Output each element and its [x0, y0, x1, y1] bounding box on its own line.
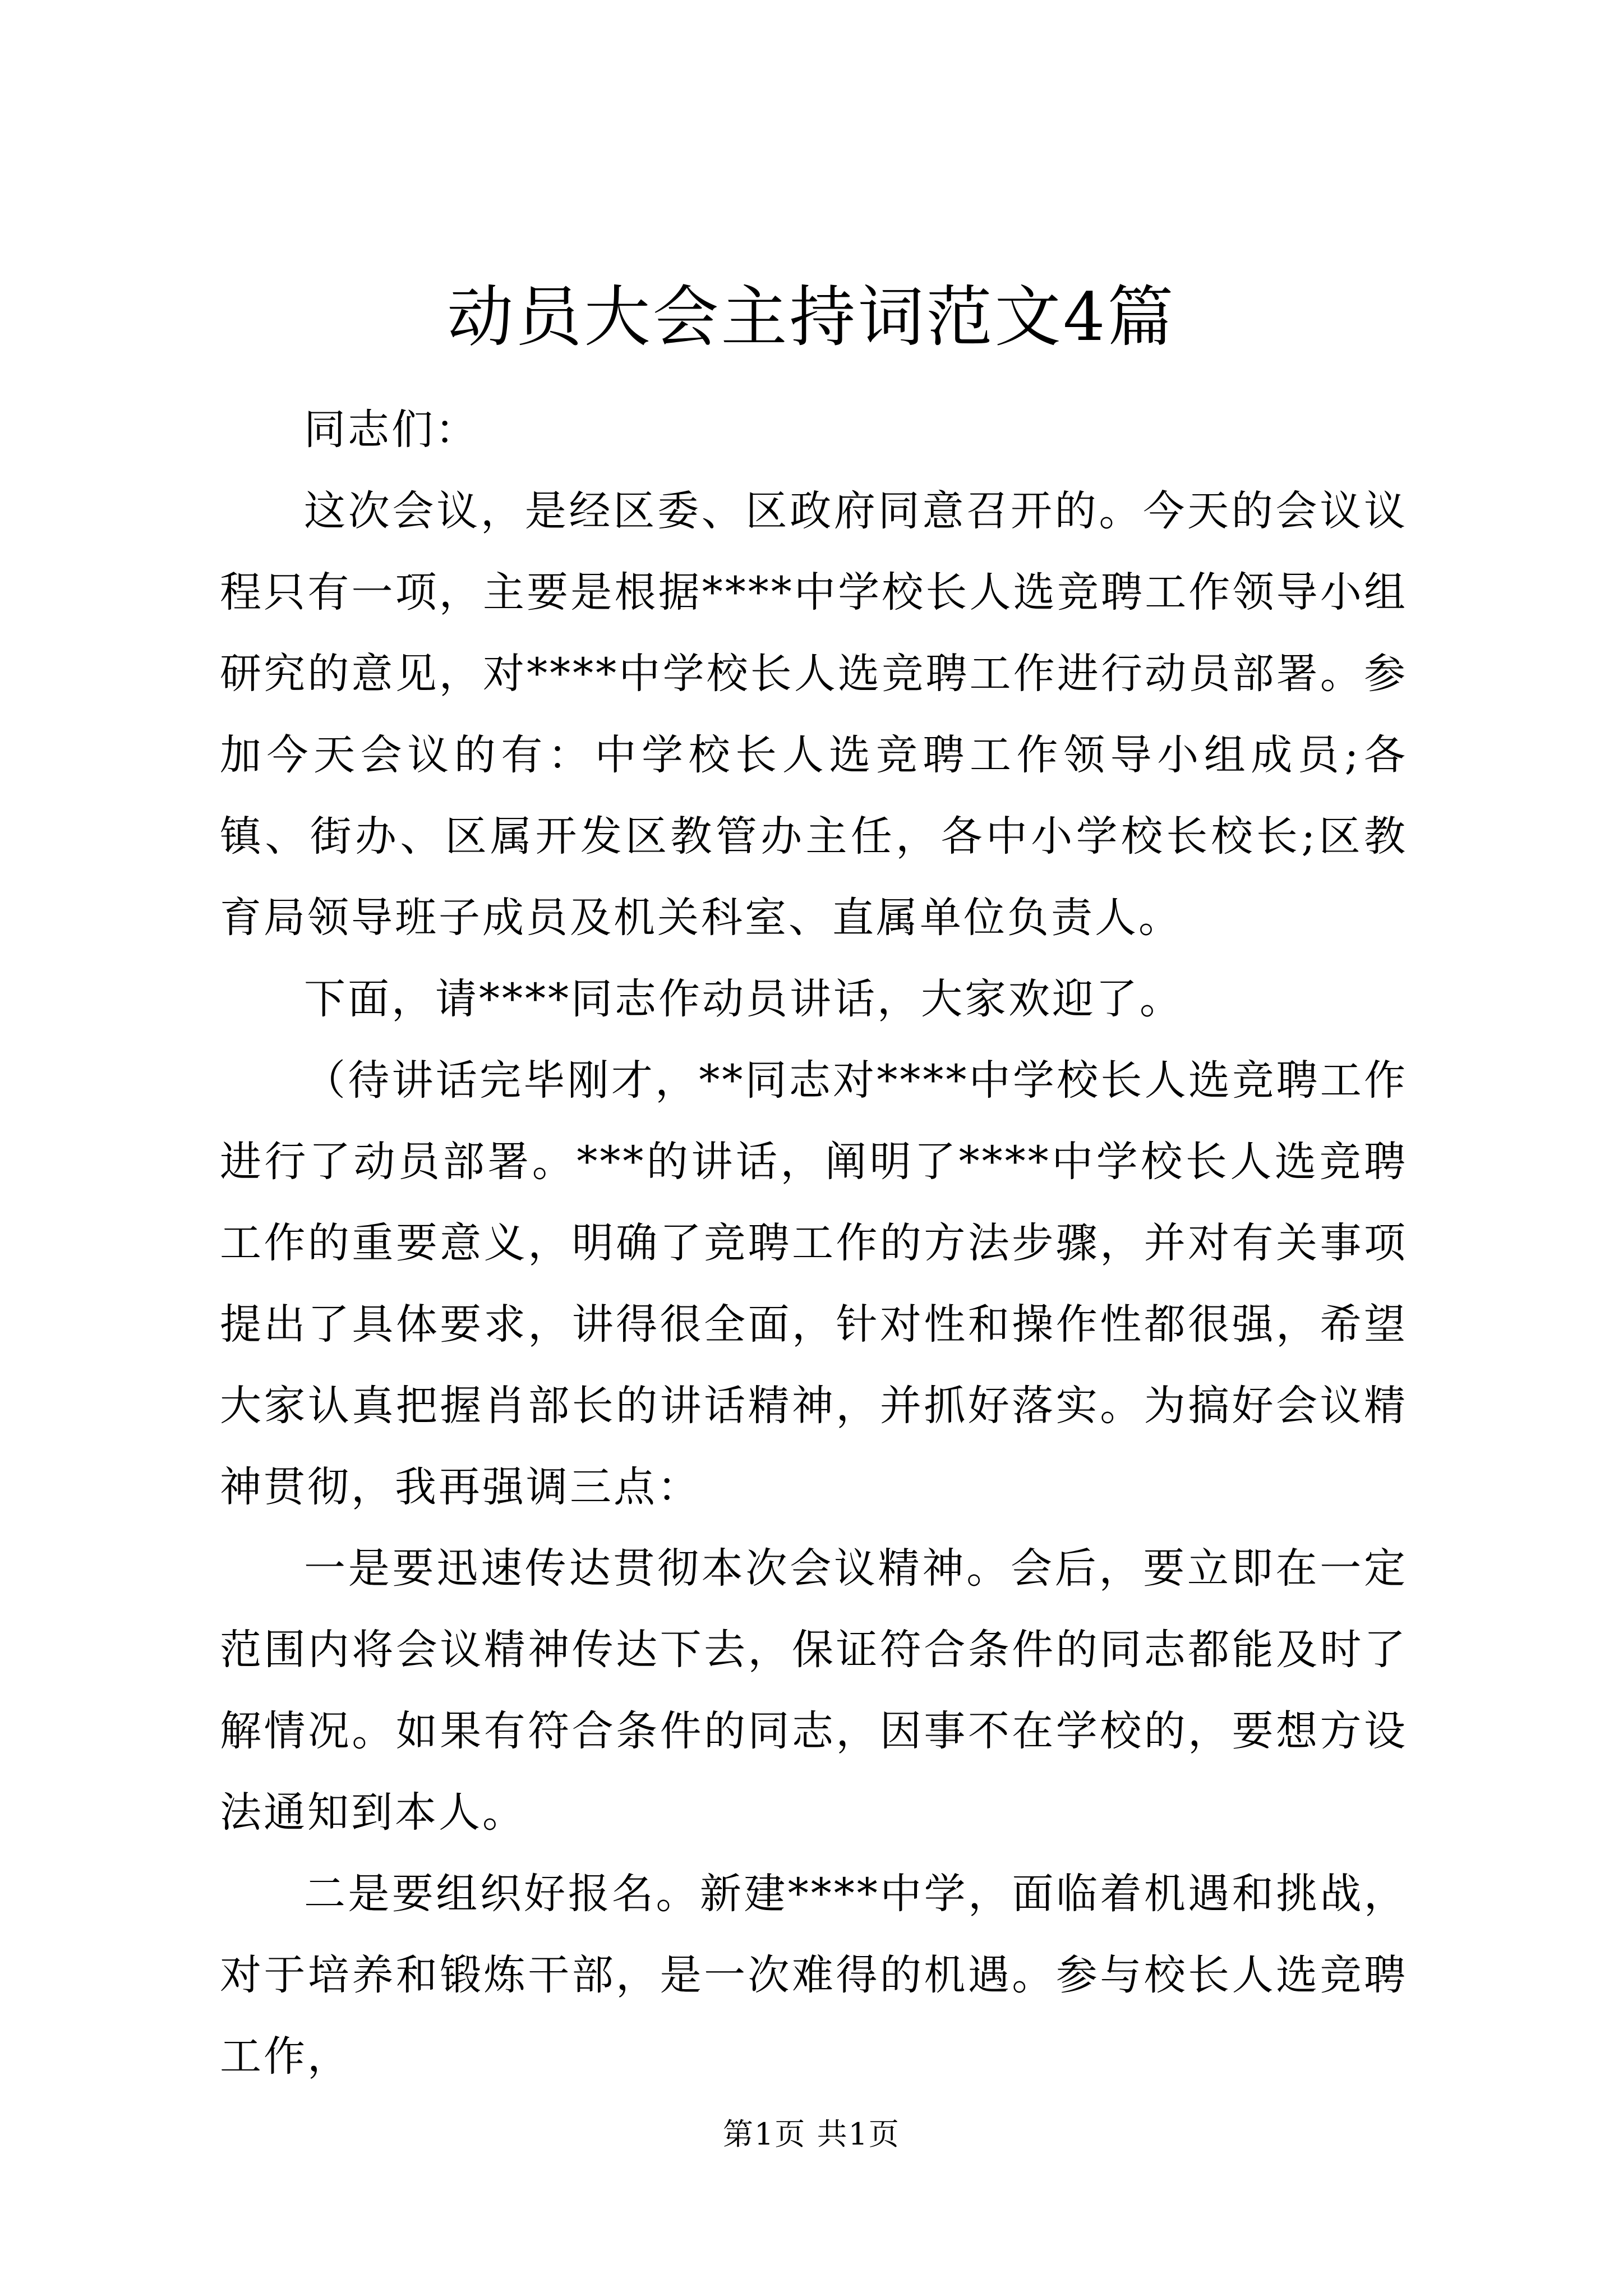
paragraph-speech-invite: 下面，请****同志作动员讲话，大家欢迎了。 — [304, 975, 1183, 1023]
paragraph-point-one: 一是要迅速传达贯彻本次会议精神。会后，要立即在一定范围内将会议精神传达下去，保证符合条件的同志都能及时了解情况。如果有符合条件的同志，因事不在学校的，要想方设法通知到本人。 — [220, 1544, 1408, 1837]
document-title: 动员大会主持词范文4篇 — [447, 278, 1176, 356]
paragraph-salutation: 同志们： — [304, 406, 479, 454]
document-body — [220, 389, 1408, 2097]
paragraph-meeting-intro: 这次会议，是经区委、区政府同意召开的。今天的会议议程只有一项，主要是根据****中学校长人选竞聘工作领导小组研究的意见，对****中学校长人选竞聘工作进行动员部署。参加今天会议的有：中学校长人选竞聘工作领导小组成员;各镇、街办、区属开发区教管办主任，各中小学校长校长;区教育局领导班子成员及机关科室、直属单位负责人。 — [220, 487, 1408, 942]
page-footer: 第1页 共1页 — [723, 2116, 900, 2152]
paragraph-speech-summary: （待讲话完毕刚才，**同志对****中学校长人选竞聘工作进行了动员部署。***的讲话，阐明了****中学校长人选竞聘工作的重要意义，明确了竞聘工作的方法步骤，并对有关事项提出了具体要求，讲得很全面，针对性和操作性都很强，希望大家认真把握肖部长的讲话精神，并抓好落实。为搞好会议精神贯彻，我再强调三点： — [220, 1056, 1408, 1511]
paragraph-point-two: 二是要组织好报名。新建****中学，面临着机遇和挑战，对于培养和锻炼干部，是一次难得的机遇。参与校长人选竞聘工作， — [220, 1870, 1408, 2081]
